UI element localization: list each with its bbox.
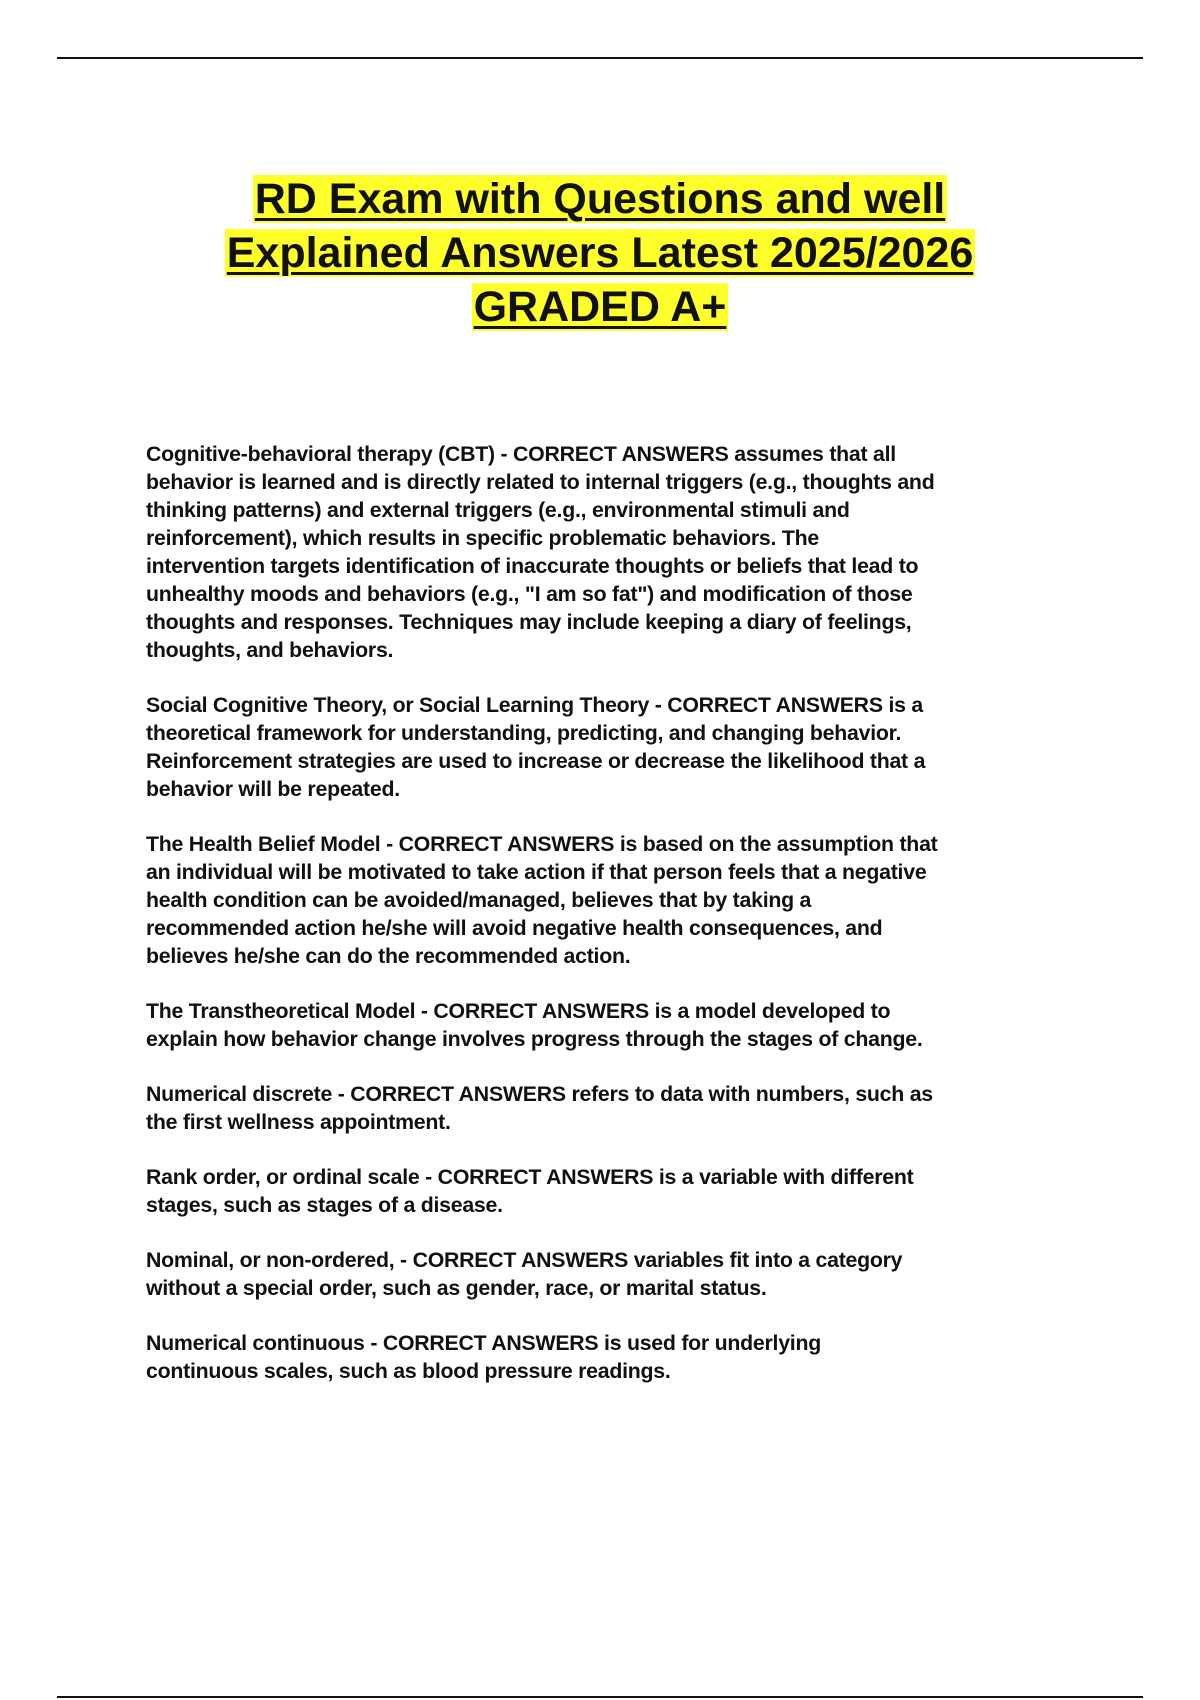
qa-entry-social-cognitive-theory [146,691,1066,803]
entry-line: Numerical discrete - CORRECT ANSWERS refers to data with numbers, such as [146,1082,933,1106]
entry-line: Nominal, or non-ordered, - CORRECT ANSWERS variables fit into a category [146,1248,903,1272]
qa-entry-health-belief-model [146,830,1066,970]
qa-entry-nominal [146,1246,1066,1302]
qa-entry-cbt [146,440,1066,664]
footer-rule [57,1696,1143,1698]
entry-line: reinforcement), which results in specific problematic behaviors. The [146,526,819,550]
entry-line: believes he/she can do the recommended action. [146,944,631,968]
entry-line: Numerical continuous - CORRECT ANSWERS is used for underlying [146,1331,821,1355]
entry-line: unhealthy moods and behaviors (e.g., "I am so fat") and modification of those [146,582,913,606]
title-line-text: Explained Answers Latest 2025/2026 [226,229,974,277]
qa-entry-numerical-discrete [146,1080,1066,1136]
entry-line: thoughts and responses. Techniques may include keeping a diary of feelings, [146,610,912,634]
entry-line: an individual will be motivated to take action if that person feels that a negative [146,860,927,884]
entry-line: theoretical framework for understanding, predicting, and changing behavior. [146,721,902,745]
entry-line: explain how behavior change involves progress through the stages of change. [146,1027,923,1051]
entry-line: Rank order, or ordinal scale - CORRECT ANSWERS is a variable with different [146,1165,914,1189]
title-line [0,280,1200,334]
entry-line: thinking patterns) and external triggers (e.g., environmental stimuli and [146,498,850,522]
entry-line: behavior is learned and is directly related to internal triggers (e.g., thoughts and [146,470,935,494]
entry-line: thoughts, and behaviors. [146,638,394,662]
title-line-text: RD Exam with Questions and well [254,175,946,223]
entry-line: intervention targets identification of inaccurate thoughts or beliefs that lead to [146,554,919,578]
entry-line: recommended action he/she will avoid negative health consequences, and [146,916,883,940]
qa-entry-transtheoretical-model [146,997,1066,1053]
entry-line: Reinforcement strategies are used to increase or decrease the likelihood that a [146,749,926,773]
entry-line: Social Cognitive Theory, or Social Learning Theory - CORRECT ANSWERS is a [146,693,923,717]
document-title [0,172,1200,334]
entry-line: continuous scales, such as blood pressure readings. [146,1359,671,1383]
entry-line: without a special order, such as gender, race, or marital status. [146,1276,767,1300]
entry-line: stages, such as stages of a disease. [146,1193,503,1217]
entry-line: Cognitive-behavioral therapy (CBT) - CORRECT ANSWERS assumes that all [146,442,896,466]
entry-line: The Health Belief Model - CORRECT ANSWERS is based on the assumption that [146,832,938,856]
qa-entry-numerical-continuous [146,1329,1066,1385]
entry-line: the first wellness appointment. [146,1110,451,1134]
entry-line: The Transtheoretical Model - CORRECT ANSWERS is a model developed to [146,999,891,1023]
header-rule [57,57,1143,59]
qa-entry-rank-order [146,1163,1066,1219]
title-line [0,172,1200,226]
entry-line: behavior will be repeated. [146,777,400,801]
title-line [0,226,1200,280]
title-line-text: GRADED A+ [473,283,727,331]
entry-line: health condition can be avoided/managed, believes that by taking a [146,888,812,912]
qa-entries [146,440,1066,1412]
